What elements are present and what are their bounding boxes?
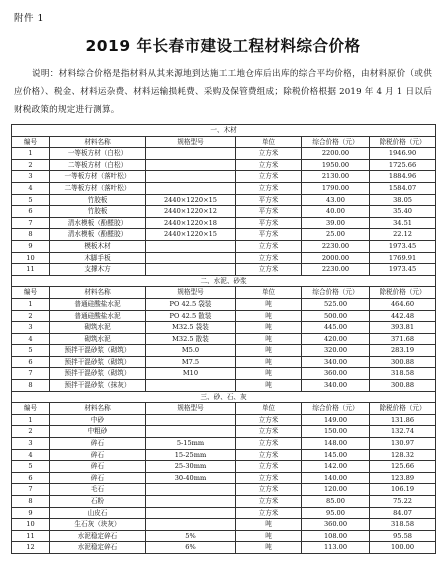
cell-number: 10 — [12, 252, 50, 264]
cell-price: 340.00 — [302, 380, 370, 392]
cell-price: 2230.00 — [302, 240, 370, 252]
cell-specification — [146, 507, 236, 519]
cell-price: 25.00 — [302, 229, 370, 241]
cell-number: 11 — [12, 264, 50, 276]
cell-material-name: 碎石 — [50, 449, 146, 461]
cell-material-name: 竹胶板 — [50, 194, 146, 206]
cell-price-excl-tax: 34.51 — [370, 217, 436, 229]
cell-number: 5 — [12, 345, 50, 357]
cell-number: 9 — [12, 507, 50, 519]
cell-price: 120.00 — [302, 484, 370, 496]
cell-price: 43.00 — [302, 194, 370, 206]
cell-price: 85.00 — [302, 496, 370, 508]
column-header: 编号 — [12, 403, 50, 415]
cell-unit: 立方米 — [236, 148, 302, 160]
cell-price-excl-tax: 75.22 — [370, 496, 436, 508]
table-row — [12, 368, 436, 380]
cell-specification — [146, 414, 236, 426]
cell-specification: M7.5 — [146, 356, 236, 368]
table-row — [12, 298, 436, 310]
cell-price: 2000.00 — [302, 252, 370, 264]
cell-price-excl-tax: 131.86 — [370, 414, 436, 426]
column-header: 编号 — [12, 287, 50, 299]
cell-material-name: 水泥稳定碎石 — [50, 542, 146, 554]
cell-unit: 立方米 — [236, 449, 302, 461]
cell-number: 2 — [12, 159, 50, 171]
cell-material-name: 碎石 — [50, 461, 146, 473]
column-header: 规格型号 — [146, 403, 236, 415]
cell-number: 5 — [12, 194, 50, 206]
cell-specification: PO 42.5 袋装 — [146, 298, 236, 310]
cell-unit: 立方米 — [236, 484, 302, 496]
cell-unit: 平方米 — [236, 194, 302, 206]
cell-material-name: 二等板方材（白松） — [50, 159, 146, 171]
cell-specification — [146, 252, 236, 264]
table-row — [12, 461, 436, 473]
cell-unit: 吨 — [236, 542, 302, 554]
cell-specification: 30-40mm — [146, 472, 236, 484]
cell-number: 8 — [12, 229, 50, 241]
column-header: 综合价格（元） — [302, 136, 370, 148]
cell-price: 360.00 — [302, 519, 370, 531]
cell-number: 10 — [12, 519, 50, 531]
column-header: 除税价格（元） — [370, 136, 436, 148]
cell-number: 4 — [12, 182, 50, 194]
cell-price: 113.00 — [302, 542, 370, 554]
cell-unit: 吨 — [236, 310, 302, 322]
cell-price-excl-tax: 106.19 — [370, 484, 436, 496]
cell-specification: 2440×1220×12 — [146, 206, 236, 218]
column-header: 单位 — [236, 136, 302, 148]
cell-specification: M32.5 散装 — [146, 333, 236, 345]
cell-price-excl-tax: 35.40 — [370, 206, 436, 218]
cell-price-excl-tax: 1946.90 — [370, 148, 436, 160]
cell-unit: 吨 — [236, 345, 302, 357]
cell-price-excl-tax: 1973.45 — [370, 240, 436, 252]
cell-material-name: 中砂 — [50, 414, 146, 426]
table-header-row — [12, 403, 436, 415]
cell-specification — [146, 182, 236, 194]
cell-price: 1790.00 — [302, 182, 370, 194]
column-header: 材料名称 — [50, 136, 146, 148]
cell-price: 39.00 — [302, 217, 370, 229]
cell-material-name: 清水模板（酚醛胶） — [50, 229, 146, 241]
cell-unit: 立方米 — [236, 159, 302, 171]
cell-specification: 2440×1220×15 — [146, 229, 236, 241]
cell-price: 140.00 — [302, 472, 370, 484]
cell-specification — [146, 380, 236, 392]
column-header: 除税价格（元） — [370, 403, 436, 415]
cell-material-name: 一等板方材（落叶松） — [50, 171, 146, 183]
cell-price-excl-tax: 1584.07 — [370, 182, 436, 194]
cell-price: 150.00 — [302, 426, 370, 438]
cell-price: 445.00 — [302, 322, 370, 334]
cell-material-name: 生石灰（块灰） — [50, 519, 146, 531]
table-row — [12, 507, 436, 519]
table-header-row — [12, 136, 436, 148]
cell-price: 500.00 — [302, 310, 370, 322]
cell-material-name: 中粗砂 — [50, 426, 146, 438]
annex-label: 附件 1 — [14, 13, 45, 24]
cell-price: 2200.00 — [302, 148, 370, 160]
cell-unit: 立方米 — [236, 240, 302, 252]
cell-material-name: 预拌干混砂浆（砌筑） — [50, 356, 146, 368]
cell-specification: 2440×1220×15 — [146, 194, 236, 206]
table-row — [12, 252, 436, 264]
table-row — [12, 345, 436, 357]
cell-material-name: 普通硅酸盐水泥 — [50, 298, 146, 310]
cell-specification: 2440×1220×18 — [146, 217, 236, 229]
cell-material-name: 预拌干混砂浆（砌筑） — [50, 368, 146, 380]
cell-unit: 立方米 — [236, 426, 302, 438]
cell-material-name: 山皮石 — [50, 507, 146, 519]
cell-number: 5 — [12, 461, 50, 473]
table-row — [12, 472, 436, 484]
cell-number: 7 — [12, 217, 50, 229]
cell-price-excl-tax: 100.00 — [370, 542, 436, 554]
cell-material-name: 模板木材 — [50, 240, 146, 252]
cell-unit: 平方米 — [236, 206, 302, 218]
cell-number: 9 — [12, 240, 50, 252]
cell-material-name: 预拌干混砂浆（抹灰） — [50, 380, 146, 392]
cell-price: 149.00 — [302, 414, 370, 426]
cell-unit: 吨 — [236, 380, 302, 392]
column-header: 单位 — [236, 403, 302, 415]
cell-number: 8 — [12, 496, 50, 508]
cell-price-excl-tax: 300.88 — [370, 356, 436, 368]
cell-unit: 吨 — [236, 298, 302, 310]
cell-specification: 5% — [146, 530, 236, 542]
section-title: 二、水泥、砂浆 — [12, 275, 436, 287]
cell-specification — [146, 159, 236, 171]
cell-specification: PO 42.5 散装 — [146, 310, 236, 322]
cell-unit: 吨 — [236, 368, 302, 380]
table-row — [12, 449, 436, 461]
cell-price-excl-tax: 1973.45 — [370, 264, 436, 276]
table-row — [12, 530, 436, 542]
column-header: 规格型号 — [146, 287, 236, 299]
cell-number: 1 — [12, 298, 50, 310]
cell-price-excl-tax: 300.88 — [370, 380, 436, 392]
cell-specification: M5.0 — [146, 345, 236, 357]
column-header: 综合价格（元） — [302, 287, 370, 299]
cell-price: 95.00 — [302, 507, 370, 519]
cell-specification — [146, 519, 236, 531]
table-row — [12, 322, 436, 334]
column-header: 单位 — [236, 287, 302, 299]
cell-material-name: 砌筑水泥 — [50, 322, 146, 334]
cell-price-excl-tax: 1769.91 — [370, 252, 436, 264]
cell-specification: 5-15mm — [146, 438, 236, 450]
table-row — [12, 496, 436, 508]
description-paragraph: 说明：材料综合价格是指材料从其来源地到达施工工地仓库后出库的综合平均价格，由材料原价（或供应价格）、税金、材料运杂费、材料运输损耗费、采购及保管费组成；除税价格根据 2019 年 4 月 1 日以后财税政策的规定进行测算。 — [14, 69, 432, 115]
cell-material-name: 预拌干混砂浆（砌筑） — [50, 345, 146, 357]
table-row — [12, 148, 436, 160]
table-row — [12, 264, 436, 276]
cell-unit: 立方米 — [236, 182, 302, 194]
cell-material-name: 毛石 — [50, 484, 146, 496]
table-row — [12, 414, 436, 426]
cell-number: 7 — [12, 368, 50, 380]
cell-specification — [146, 426, 236, 438]
cell-price: 142.00 — [302, 461, 370, 473]
cell-price: 1950.00 — [302, 159, 370, 171]
cell-price-excl-tax: 130.97 — [370, 438, 436, 450]
column-header: 编号 — [12, 136, 50, 148]
cell-material-name: 砌筑水泥 — [50, 333, 146, 345]
cell-specification: 6% — [146, 542, 236, 554]
cell-price: 360.00 — [302, 368, 370, 380]
column-header: 综合价格（元） — [302, 403, 370, 415]
cell-unit: 立方米 — [236, 461, 302, 473]
cell-specification — [146, 171, 236, 183]
table-row — [12, 519, 436, 531]
cell-specification — [146, 240, 236, 252]
cell-price-excl-tax: 84.07 — [370, 507, 436, 519]
page-title: 2019 年长春市建设工程材料综合价格 — [85, 37, 361, 55]
cell-material-name: 普通硅酸盐水泥 — [50, 310, 146, 322]
cell-material-name: 碎石 — [50, 472, 146, 484]
table-row — [12, 542, 436, 554]
cell-material-name: 竹胶板 — [50, 206, 146, 218]
table-header-row — [12, 287, 436, 299]
section-title: 三、砂、石、灰 — [12, 391, 436, 403]
table-row — [12, 426, 436, 438]
cell-number: 6 — [12, 356, 50, 368]
cell-specification: 15-25mm — [146, 449, 236, 461]
cell-number: 1 — [12, 414, 50, 426]
cell-price: 148.00 — [302, 438, 370, 450]
cell-price: 420.00 — [302, 333, 370, 345]
cell-unit: 立方米 — [236, 496, 302, 508]
cell-number: 11 — [12, 530, 50, 542]
cell-number: 1 — [12, 148, 50, 160]
table-row — [12, 333, 436, 345]
cell-price-excl-tax: 128.32 — [370, 449, 436, 461]
cell-unit: 立方米 — [236, 264, 302, 276]
cell-material-name: 清水模板（酚醛胶） — [50, 217, 146, 229]
cell-unit: 立方米 — [236, 414, 302, 426]
cell-number: 2 — [12, 426, 50, 438]
table-row — [12, 484, 436, 496]
table-row — [12, 380, 436, 392]
column-header: 规格型号 — [146, 136, 236, 148]
table-row — [12, 217, 436, 229]
cell-price: 340.00 — [302, 356, 370, 368]
price-table-body — [12, 125, 436, 554]
cell-price-excl-tax: 125.66 — [370, 461, 436, 473]
cell-material-name: 碎石 — [50, 438, 146, 450]
cell-material-name: 水泥稳定碎石 — [50, 530, 146, 542]
table-row — [12, 159, 436, 171]
cell-price-excl-tax: 393.81 — [370, 322, 436, 334]
cell-number: 3 — [12, 438, 50, 450]
cell-price-excl-tax: 318.58 — [370, 519, 436, 531]
cell-material-name: 石粉 — [50, 496, 146, 508]
cell-unit: 吨 — [236, 356, 302, 368]
cell-specification — [146, 484, 236, 496]
cell-material-name: 二等板方材（落叶松） — [50, 182, 146, 194]
cell-price-excl-tax: 123.89 — [370, 472, 436, 484]
cell-specification — [146, 148, 236, 160]
cell-material-name: 一等板方材（白松） — [50, 148, 146, 160]
table-row — [12, 171, 436, 183]
cell-specification: 25-30mm — [146, 461, 236, 473]
cell-price: 40.00 — [302, 206, 370, 218]
table-row — [12, 356, 436, 368]
cell-unit: 平方米 — [236, 229, 302, 241]
table-row — [12, 310, 436, 322]
table-row — [12, 240, 436, 252]
cell-number: 3 — [12, 171, 50, 183]
cell-price: 320.00 — [302, 345, 370, 357]
section-title: 一、木材 — [12, 125, 436, 137]
cell-price-excl-tax: 38.05 — [370, 194, 436, 206]
cell-unit: 立方米 — [236, 472, 302, 484]
column-header: 除税价格（元） — [370, 287, 436, 299]
cell-price: 2130.00 — [302, 171, 370, 183]
table-row — [12, 206, 436, 218]
cell-specification — [146, 264, 236, 276]
cell-unit: 立方米 — [236, 252, 302, 264]
table-row — [12, 194, 436, 206]
cell-price-excl-tax: 22.12 — [370, 229, 436, 241]
cell-number: 4 — [12, 449, 50, 461]
cell-price-excl-tax: 283.19 — [370, 345, 436, 357]
cell-number: 3 — [12, 322, 50, 334]
cell-unit: 立方米 — [236, 438, 302, 450]
cell-number: 8 — [12, 380, 50, 392]
table-row — [12, 229, 436, 241]
section-row — [12, 275, 436, 287]
cell-price: 108.00 — [302, 530, 370, 542]
cell-price-excl-tax: 132.74 — [370, 426, 436, 438]
cell-unit: 立方米 — [236, 507, 302, 519]
cell-number: 12 — [12, 542, 50, 554]
cell-price-excl-tax: 464.60 — [370, 298, 436, 310]
cell-unit: 吨 — [236, 322, 302, 334]
cell-specification: M10 — [146, 368, 236, 380]
cell-price-excl-tax: 442.48 — [370, 310, 436, 322]
cell-number: 2 — [12, 310, 50, 322]
cell-price-excl-tax: 1884.96 — [370, 171, 436, 183]
section-row — [12, 125, 436, 137]
column-header: 材料名称 — [50, 403, 146, 415]
cell-unit: 立方米 — [236, 171, 302, 183]
cell-unit: 吨 — [236, 530, 302, 542]
cell-price: 145.00 — [302, 449, 370, 461]
cell-number: 7 — [12, 484, 50, 496]
table-row — [12, 438, 436, 450]
cell-number: 6 — [12, 472, 50, 484]
cell-price: 525.00 — [302, 298, 370, 310]
cell-unit: 吨 — [236, 519, 302, 531]
cell-unit: 吨 — [236, 333, 302, 345]
cell-number: 4 — [12, 333, 50, 345]
column-header: 材料名称 — [50, 287, 146, 299]
cell-number: 6 — [12, 206, 50, 218]
cell-price-excl-tax: 371.68 — [370, 333, 436, 345]
cell-price-excl-tax: 1725.66 — [370, 159, 436, 171]
cell-material-name: 木脚手板 — [50, 252, 146, 264]
section-row — [12, 391, 436, 403]
price-table — [11, 124, 436, 554]
cell-material-name: 支撑木方 — [50, 264, 146, 276]
cell-specification: M32.5 袋装 — [146, 322, 236, 334]
table-row — [12, 182, 436, 194]
cell-unit: 平方米 — [236, 217, 302, 229]
cell-price: 2230.00 — [302, 264, 370, 276]
cell-specification — [146, 496, 236, 508]
cell-price-excl-tax: 95.58 — [370, 530, 436, 542]
cell-price-excl-tax: 318.58 — [370, 368, 436, 380]
